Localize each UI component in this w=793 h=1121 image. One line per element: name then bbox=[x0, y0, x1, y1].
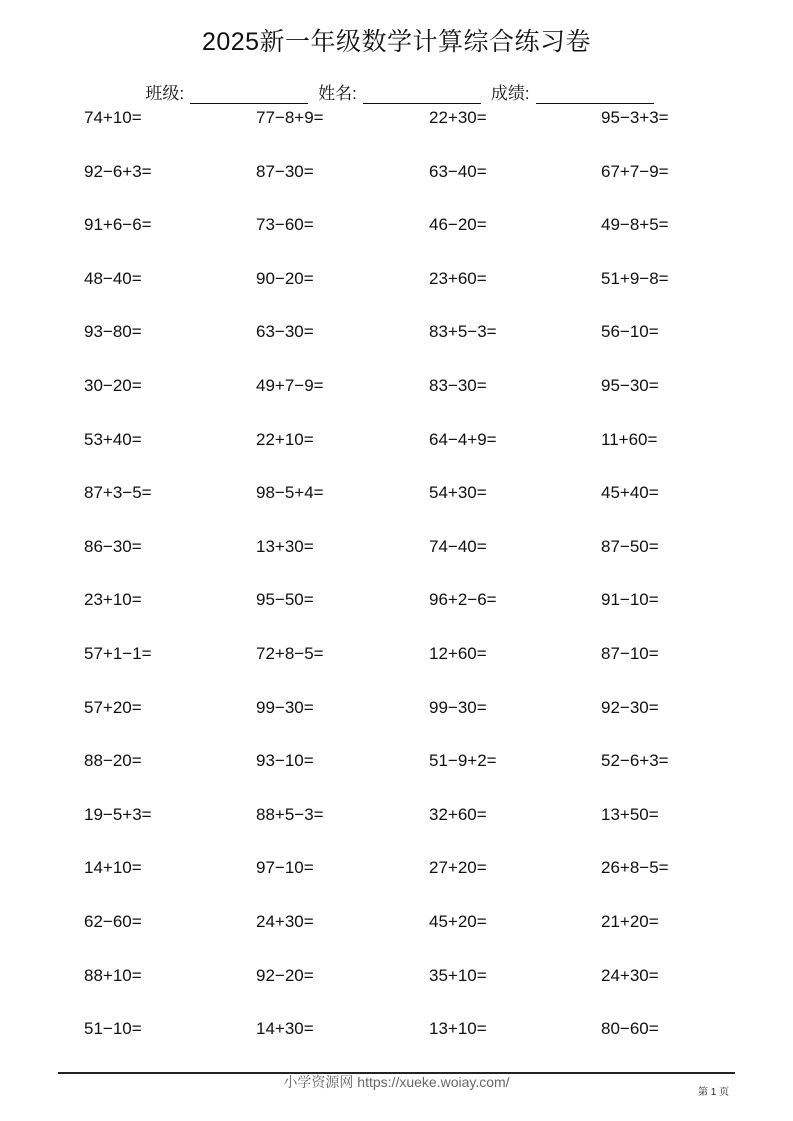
math-problem: 87+3−5= bbox=[84, 483, 152, 503]
math-problem: 99−30= bbox=[429, 697, 487, 717]
math-problem: 95−50= bbox=[256, 590, 314, 610]
math-problem: 88−20= bbox=[84, 751, 142, 771]
math-problem: 48−40= bbox=[84, 268, 142, 288]
math-problem: 45+20= bbox=[429, 911, 487, 931]
math-problem: 22+10= bbox=[256, 429, 314, 449]
math-problem: 14+10= bbox=[84, 858, 142, 878]
math-problem: 90−20= bbox=[256, 268, 314, 288]
math-problem: 92−6+3= bbox=[84, 161, 152, 181]
math-problem: 91−10= bbox=[601, 590, 659, 610]
math-problem: 45+40= bbox=[601, 483, 659, 503]
math-problem: 52−6+3= bbox=[601, 751, 669, 771]
math-problem: 30−20= bbox=[84, 375, 142, 395]
math-problem: 13+50= bbox=[601, 804, 659, 824]
math-problem: 97−10= bbox=[256, 858, 314, 878]
name-blank-field[interactable] bbox=[363, 87, 481, 104]
math-problem: 87−50= bbox=[601, 536, 659, 556]
math-problem: 13+30= bbox=[256, 536, 314, 556]
math-problem: 13+10= bbox=[429, 1019, 487, 1039]
math-problem: 27+20= bbox=[429, 858, 487, 878]
math-problem: 83+5−3= bbox=[429, 322, 497, 342]
math-problem: 64−4+9= bbox=[429, 429, 497, 449]
score-label: 成绩: bbox=[490, 84, 530, 103]
math-problem: 63−40= bbox=[429, 161, 487, 181]
math-problem: 72+8−5= bbox=[256, 643, 324, 663]
math-problem: 23+60= bbox=[429, 268, 487, 288]
class-blank-field[interactable] bbox=[190, 87, 308, 104]
watermark-text bbox=[0, 1072, 793, 1092]
math-problem: 92−30= bbox=[601, 697, 659, 717]
math-problem: 80−60= bbox=[601, 1019, 659, 1039]
math-problem: 26+8−5= bbox=[601, 858, 669, 878]
student-info-row bbox=[0, 79, 793, 104]
math-problem: 77−8+9= bbox=[256, 108, 324, 127]
math-problem: 21+20= bbox=[601, 911, 659, 931]
math-problem: 95−3+3= bbox=[601, 108, 669, 127]
math-problem: 51−10= bbox=[84, 1019, 142, 1039]
math-problem: 96+2−6= bbox=[429, 590, 497, 610]
math-problem: 86−30= bbox=[84, 536, 142, 556]
math-problem: 49−8+5= bbox=[601, 215, 669, 235]
math-problem: 49+7−9= bbox=[256, 375, 324, 395]
math-problem: 99−30= bbox=[256, 697, 314, 717]
math-problem: 51+9−8= bbox=[601, 268, 669, 288]
math-problem: 92−20= bbox=[256, 965, 314, 985]
page-title: 2025新一年级数学计算综合练习卷 bbox=[201, 28, 592, 56]
math-problem: 95−30= bbox=[601, 375, 659, 395]
math-problem: 35+10= bbox=[429, 965, 487, 985]
math-problem: 24+30= bbox=[256, 911, 314, 931]
math-problem: 74+10= bbox=[84, 108, 142, 127]
math-problem: 19−5+3= bbox=[84, 804, 152, 824]
page-number: 第 1 页 bbox=[698, 1087, 730, 1098]
math-problem: 57+1−1= bbox=[84, 643, 152, 663]
math-problem: 93−80= bbox=[84, 322, 142, 342]
score-blank-field[interactable] bbox=[536, 87, 654, 104]
math-problem: 67+7−9= bbox=[601, 161, 669, 181]
math-problem: 56−10= bbox=[601, 322, 659, 342]
math-problem: 24+30= bbox=[601, 965, 659, 985]
name-label: 姓名: bbox=[318, 84, 357, 103]
math-problem: 54+30= bbox=[429, 483, 487, 503]
math-problem: 23+10= bbox=[84, 590, 142, 610]
math-problem: 63−30= bbox=[256, 322, 314, 342]
math-problem: 87−10= bbox=[601, 643, 659, 663]
math-problem: 83−30= bbox=[429, 375, 487, 395]
math-problem: 11+60= bbox=[601, 429, 658, 449]
math-problem: 88+5−3= bbox=[256, 804, 324, 824]
math-problem: 22+30= bbox=[429, 108, 487, 127]
math-problem: 57+20= bbox=[84, 697, 142, 717]
math-problem: 91+6−6= bbox=[84, 215, 152, 235]
math-problem: 98−5+4= bbox=[256, 483, 324, 503]
class-label: 班级: bbox=[145, 84, 185, 103]
math-problem: 62−60= bbox=[84, 911, 142, 931]
watermark-label: 小学资源网 https://xueke.woiay.com/ bbox=[283, 1074, 510, 1090]
math-problem: 93−10= bbox=[256, 751, 314, 771]
math-problem: 32+60= bbox=[429, 804, 487, 824]
math-problem: 74−40= bbox=[429, 536, 487, 556]
math-problem: 51−9+2= bbox=[429, 751, 497, 771]
math-problem: 73−60= bbox=[256, 215, 314, 235]
math-problem: 12+60= bbox=[429, 643, 487, 663]
math-problem: 53+40= bbox=[84, 429, 142, 449]
math-problem: 88+10= bbox=[84, 965, 142, 985]
math-problem: 46−20= bbox=[429, 215, 487, 235]
math-problem: 87−30= bbox=[256, 161, 314, 181]
math-problem: 14+30= bbox=[256, 1019, 314, 1039]
